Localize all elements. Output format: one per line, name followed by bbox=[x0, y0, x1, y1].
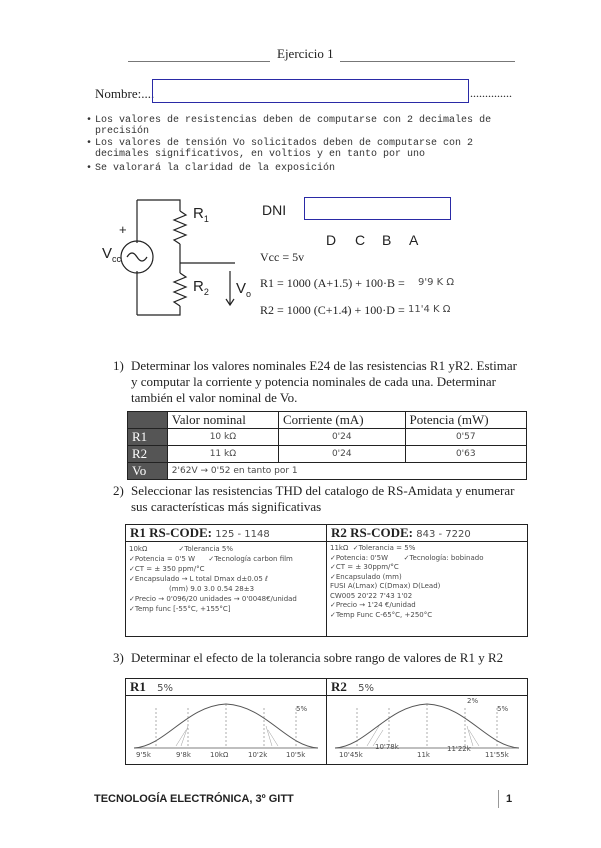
q1-row-label: R2 bbox=[128, 446, 168, 463]
instruction-2: • Los valores de tensión Vo solicitados deben de computarse con 2 decimales significativos, en voltios y en tanto por uno bbox=[86, 138, 496, 160]
q2-text: Seleccionar las resistencias THD del catalogo de RS-Amidata y enumerar sus características más significativas bbox=[131, 483, 515, 514]
q1-table bbox=[127, 411, 527, 480]
list-item: ✓Encapsulado → L total Dmax d±0.05 ℓ bbox=[129, 575, 268, 583]
q3-r1-tick-4: 10'5k bbox=[286, 751, 306, 759]
q2-r1-label: R1 RS-CODE: bbox=[130, 525, 212, 540]
q3-r2-tick-3: 11'22k bbox=[447, 745, 471, 753]
page-title: Ejercicio 1 bbox=[277, 46, 334, 61]
q2-r1-notes[interactable] bbox=[129, 544, 323, 614]
name-label bbox=[95, 86, 154, 102]
dni-label: DNI bbox=[262, 202, 287, 218]
q1-row-label: R1 bbox=[128, 429, 168, 446]
name-input[interactable] bbox=[152, 79, 469, 103]
q1-corner-cell bbox=[128, 412, 168, 429]
q2-r2-code[interactable]: 843 - 7220 bbox=[416, 529, 471, 540]
dni-letter-a: A bbox=[409, 232, 419, 248]
eq-r2: R2 = 1000 (C+1.4) + 100·D = bbox=[260, 303, 405, 317]
instruction-3: • Se valorará la claridad de la exposición bbox=[86, 163, 496, 174]
q3-r2-tick-4: 11'55k bbox=[485, 751, 509, 759]
q1-text: Determinar los valores nominales E24 de las resistencias R1 yR2. Estimar y computar la corriente y potencia nominales de cada una. Determinar también el valor nominal de Vo. bbox=[131, 358, 517, 405]
footer-course: TECNOLOGÍA ELECTRÓNICA, 3º GITT bbox=[94, 793, 294, 805]
list-item: 10kΩ ✓Tolerancia 5% bbox=[129, 545, 233, 553]
q1-r1-corriente[interactable]: 0'24 bbox=[279, 429, 406, 446]
name-dots-left: .... bbox=[141, 86, 155, 101]
list-item: ✓Precio → 1'24 €/unidad bbox=[330, 601, 416, 609]
q3-r2-tick-1: 10'78k bbox=[375, 743, 399, 751]
circuit-r1: R bbox=[193, 205, 204, 222]
q3-r1-tol[interactable]: 5% bbox=[157, 683, 174, 694]
name-label-text: Nombre: bbox=[95, 86, 142, 101]
q3-r2-pct-a: 2% bbox=[467, 697, 479, 705]
q2-r2-notes[interactable] bbox=[330, 544, 524, 620]
q3-r1-tick-3: 10'2k bbox=[248, 751, 268, 759]
q1-header-corriente: Corriente (mA) bbox=[279, 412, 406, 429]
q1-row-label: Vo bbox=[128, 463, 168, 480]
q3-r1-tick-0: 9'5k bbox=[136, 751, 151, 759]
table-row bbox=[128, 446, 527, 463]
circuit-vcc: V bbox=[102, 245, 113, 262]
q3-r1-tick-2: 10kΩ bbox=[210, 751, 229, 759]
q1-vo-valor[interactable]: 2'62V → 0'52 en tanto por 1 bbox=[167, 463, 405, 480]
list-item: ✓Potencia = 0'5 W ✓Tecnología carbon film bbox=[129, 555, 293, 563]
list-item: (mm) 9.0 3.0 0.54 28±3 bbox=[169, 585, 255, 593]
q1-header-potencia: Potencia (mW) bbox=[405, 412, 526, 429]
circuit-plus: + bbox=[119, 222, 127, 237]
q3-r2-header bbox=[327, 679, 527, 696]
circuit-r1-label bbox=[193, 205, 209, 224]
q3-r2-label: R2 bbox=[331, 679, 347, 694]
q3-r2-pct-b: 5% bbox=[497, 705, 509, 713]
q1-r1-valor[interactable]: 10 kΩ bbox=[167, 429, 278, 446]
dni-letter-b: B bbox=[382, 232, 392, 248]
header-line-right bbox=[340, 61, 515, 62]
list-item: 11kΩ ✓Tolerancia = 5% bbox=[330, 544, 416, 552]
q2-r2-header bbox=[327, 525, 527, 542]
dni-letter-d: D bbox=[326, 232, 337, 248]
circuit-r2-label bbox=[193, 278, 209, 297]
circuit-r2: R bbox=[193, 278, 204, 295]
q1-r2-corriente[interactable]: 0'24 bbox=[279, 446, 406, 463]
circuit-diagram bbox=[100, 185, 260, 325]
q1-r2-valor[interactable]: 11 kΩ bbox=[167, 446, 278, 463]
dni-input[interactable] bbox=[304, 197, 451, 220]
eq-r1-answer: 9'9 K Ω bbox=[418, 277, 455, 288]
table-row bbox=[128, 429, 527, 446]
q3-r1-box bbox=[125, 678, 327, 765]
q3-r1-pct: 5% bbox=[296, 705, 308, 713]
q3-r1-label: R1 bbox=[130, 679, 146, 694]
instruction-1: • Los valores de resistencias deben de computarse con 2 decimales de precisión bbox=[86, 115, 496, 137]
q3-number: 3) bbox=[113, 650, 124, 665]
q3-r2-tick-2: 11k bbox=[417, 751, 430, 759]
list-item: FUSI A(Lmax) C(Dmax) D(Lead) bbox=[330, 582, 441, 590]
q3-r1-tick-1: 9'8k bbox=[176, 751, 191, 759]
list-item: ✓Precio → 0'096/20 unidades → 0'0048€/unidad bbox=[129, 595, 297, 603]
circuit-r2-sub: 2 bbox=[203, 287, 209, 297]
q1-r2-potencia[interactable]: 0'63 bbox=[405, 446, 526, 463]
q2-r2-box bbox=[326, 524, 528, 637]
header-line-left bbox=[128, 61, 270, 62]
circuit-r1-sub: 1 bbox=[203, 214, 209, 224]
circuit-vo-sub: o bbox=[246, 289, 252, 299]
instruction-3-text: Se valorará la claridad de la exposición bbox=[95, 163, 336, 174]
q3-r2-tol[interactable]: 5% bbox=[358, 683, 375, 694]
list-item: ✓Temp func [-55°C, +155°C] bbox=[129, 605, 231, 613]
circuit-vcc-sub: cc bbox=[112, 254, 122, 264]
eq-vcc: Vcc = 5v bbox=[260, 250, 305, 264]
q3-r2-tick-0: 10'45k bbox=[339, 751, 363, 759]
q2-r1-code[interactable]: 125 - 1148 bbox=[215, 529, 270, 540]
q1-header-valor: Valor nominal bbox=[167, 412, 278, 429]
q2-r1-header bbox=[126, 525, 326, 542]
q1-vo-empty bbox=[405, 463, 526, 480]
instruction-2-text: Los valores de tensión Vo solicitados deben de computarse con 2 decimales significativos, en voltios y en tanto por uno bbox=[95, 138, 474, 160]
eq-r1: R1 = 1000 (A+1.5) + 100·B = bbox=[260, 276, 405, 290]
eq-r2-answer: 11'4 K Ω bbox=[408, 304, 451, 315]
footer-page-number: 1 bbox=[506, 793, 513, 805]
name-dots-right: .............. bbox=[470, 86, 512, 100]
circuit-vcc-label bbox=[102, 245, 121, 264]
dni-letter-c: C bbox=[355, 232, 366, 248]
circuit-vo: V bbox=[236, 280, 247, 297]
q1-table-header bbox=[128, 412, 527, 429]
q1-r1-potencia[interactable]: 0'57 bbox=[405, 429, 526, 446]
footer-divider bbox=[498, 790, 499, 808]
q3-text: Determinar el efecto de la tolerancia sobre rango de valores de R1 y R2 bbox=[131, 650, 504, 665]
table-row bbox=[128, 463, 527, 480]
list-item: ✓Potencia: 0'5W ✓Tecnología: bobinado bbox=[330, 553, 484, 562]
list-item: ✓Temp Func C-65°C, +250°C bbox=[330, 610, 433, 619]
q1-number: 1) bbox=[113, 358, 124, 373]
list-item: ✓CT = ± 30ppm/°C bbox=[330, 563, 399, 571]
instruction-1-text: Los valores de resistencias deben de computarse con 2 decimales de precisión bbox=[95, 115, 492, 137]
q2-r1-box bbox=[125, 524, 327, 637]
q3-r2-box bbox=[326, 678, 528, 765]
circuit-vo-label bbox=[236, 280, 251, 299]
q2-r2-label: R2 RS-CODE: bbox=[331, 525, 413, 540]
list-item: ✓Encapsulado (mm) bbox=[330, 572, 402, 581]
list-item: ✓CT = ± 350 ppm/°C bbox=[129, 565, 205, 573]
list-item: CW005 20'22 7'43 1'02 bbox=[330, 591, 413, 600]
q2-number: 2) bbox=[113, 483, 124, 498]
q3-r1-header bbox=[126, 679, 326, 696]
